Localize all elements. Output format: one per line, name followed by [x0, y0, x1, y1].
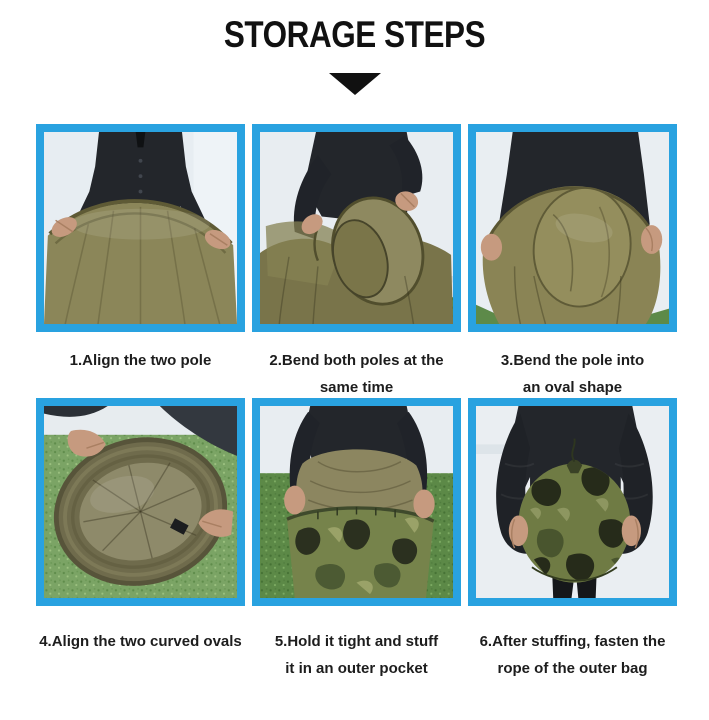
step-1-photo — [36, 124, 245, 332]
step-6 — [468, 398, 677, 682]
down-triangle-icon — [329, 73, 381, 95]
page-title: STORAGE STEPS — [223, 14, 486, 55]
step-6-photo — [468, 398, 677, 606]
step-2-caption — [252, 332, 461, 401]
step-5-photo — [252, 398, 461, 606]
caption-line: 4.Align the two curved ovals — [39, 633, 242, 650]
step-6-caption — [468, 606, 677, 682]
caption-line: 5.Hold it tight and stuff — [274, 633, 439, 650]
caption-line: it in an outer pocket — [285, 660, 428, 677]
step-3-photo — [468, 124, 677, 332]
camo-pocket — [279, 502, 443, 598]
steps-row-2 — [36, 398, 677, 682]
caption-line: an oval shape — [522, 379, 623, 396]
step-5 — [252, 398, 461, 682]
step-3-photo-illustration — [476, 132, 669, 324]
step-2-photo — [252, 124, 461, 332]
step-4-caption — [36, 606, 245, 655]
caption-line: same time — [319, 379, 394, 396]
step-5-photo-illustration — [260, 406, 453, 598]
step-2 — [252, 124, 461, 401]
step-5-caption — [252, 606, 461, 682]
step-1-caption — [36, 332, 245, 374]
caption-line: 2.Bend both poles at the — [269, 352, 444, 369]
caption-line: rope of the outer bag — [497, 660, 648, 677]
step-1-photo-illustration — [44, 132, 237, 324]
caption-line: 6.After stuffing, fasten the — [479, 633, 666, 650]
step-4 — [36, 398, 245, 682]
step-3-caption — [468, 332, 677, 401]
step-2-photo-illustration — [260, 132, 453, 324]
caption-line: 3.Bend the pole into — [500, 352, 645, 369]
step-4-photo-illustration — [44, 406, 237, 598]
steps-row-1 — [36, 124, 677, 401]
step-3 — [468, 124, 677, 401]
step-1 — [36, 124, 245, 401]
caption-line: 1.Align the two pole — [69, 352, 212, 369]
step-4-photo — [36, 398, 245, 606]
step-6-photo-illustration — [476, 406, 669, 598]
